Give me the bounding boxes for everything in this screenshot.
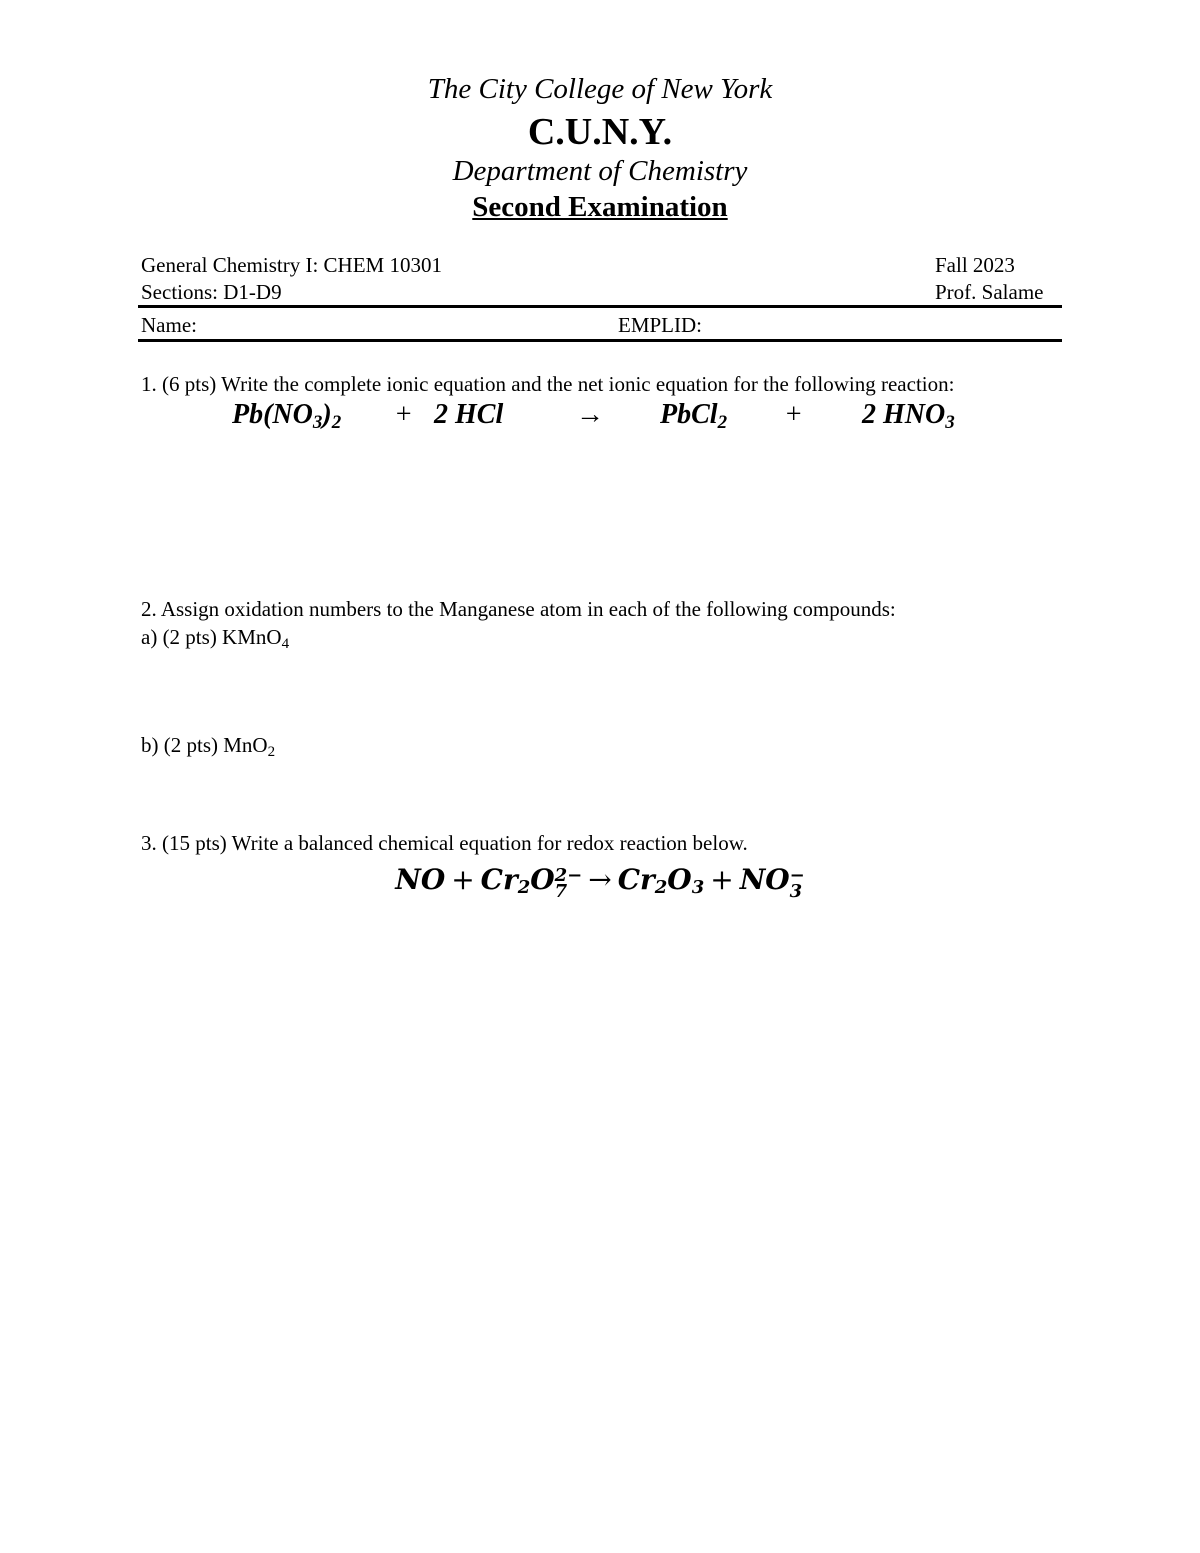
exam-title: Second Examination [472, 191, 728, 223]
question-2-part-a: a) (2 pts) KMnO$_4$ [141, 625, 290, 652]
college-name: The City College of New York [427, 73, 773, 105]
course-title: General Chemistry I: CHEM 10301 [141, 253, 442, 277]
q3-redox-equation: NO + $Cr_2O$ 2− 7 → $Cr_2O_3$ + NO − 3 [395, 863, 805, 902]
bottom-rule [138, 339, 1062, 342]
name-label: Name: [141, 313, 197, 337]
department-name: Department of Chemistry [452, 155, 748, 187]
university-acronym: C.U.N.Y. [527, 111, 673, 153]
q1-product-1: PbCl$_2$ [660, 399, 728, 433]
question-2-part-b: b) (2 pts) MnO$_2$ [141, 733, 276, 760]
q1-arrow: → [576, 399, 604, 430]
term: Fall 2023 [935, 253, 1015, 277]
top-rule [138, 305, 1062, 308]
sections: Sections: D1-D9 [141, 280, 282, 304]
professor: Prof. Salame [935, 280, 1044, 304]
emplid-label: EMPLID: [618, 313, 702, 337]
q1-reactant-1: $Pb(NO_3)_2$ [232, 399, 342, 433]
q1-plus-1: + [394, 399, 413, 430]
q1-reactant-2: 2 HCl [434, 399, 504, 430]
question-1-prompt: 1. (6 pts) Write the complete ionic equation and the net ionic equation for the following reaction: [141, 372, 955, 396]
q1-plus-2: + [784, 399, 803, 430]
question-3-prompt: 3. (15 pts) Write a balanced chemical equation for redox reaction below. [141, 831, 748, 855]
question-2-prompt: 2. Assign oxidation numbers to the Manganese atom in each of the following compounds: [141, 597, 896, 621]
q1-product-2: 2 $HNO_3$ [862, 399, 955, 433]
